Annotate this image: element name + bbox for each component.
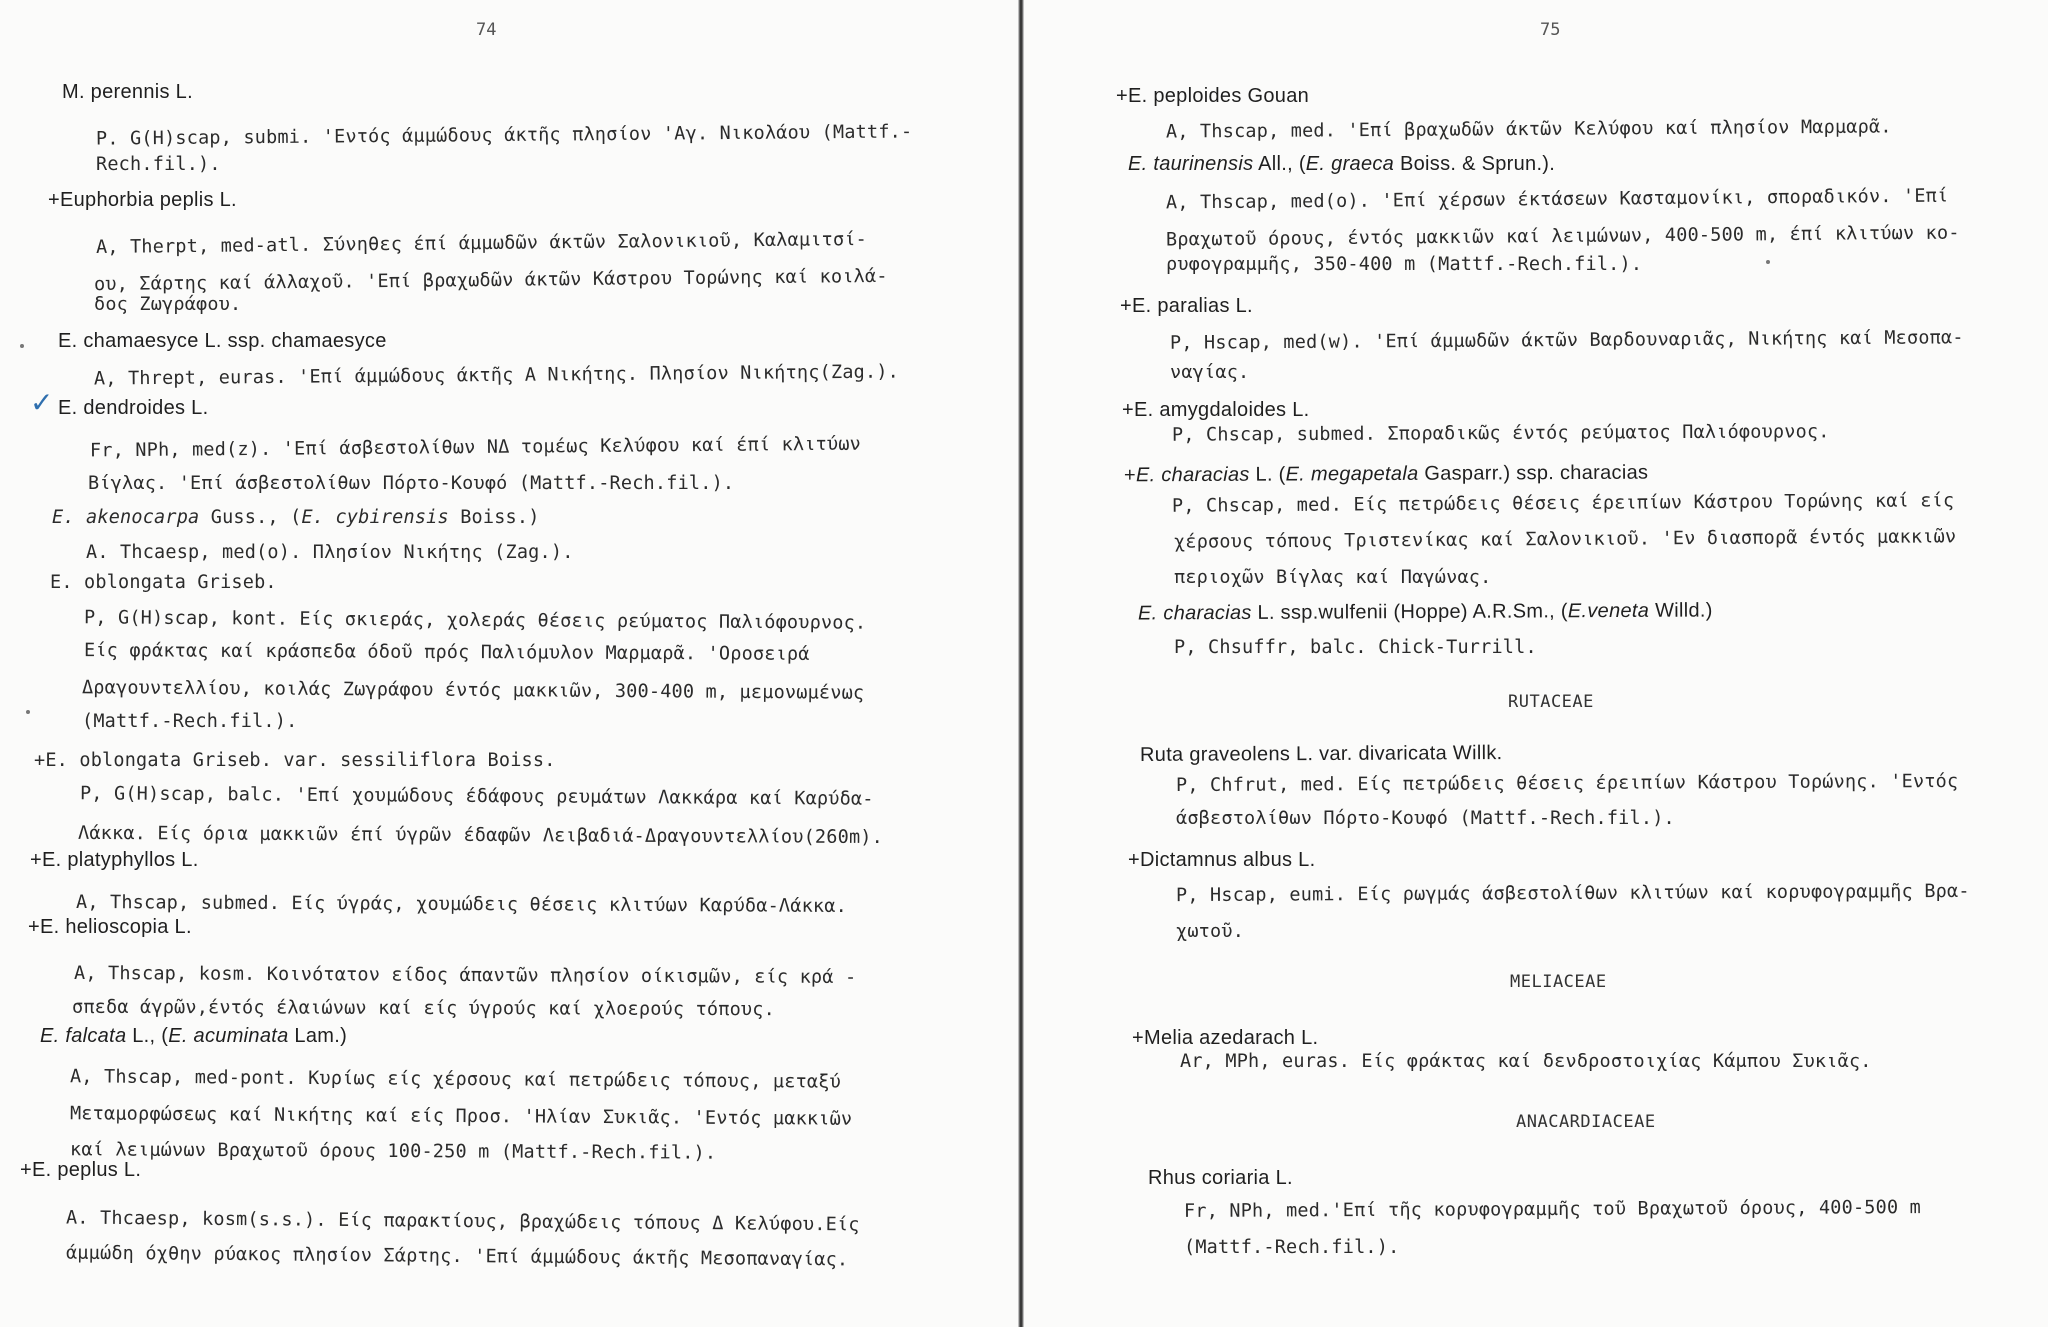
family-heading: MELIACEAE bbox=[1510, 972, 1607, 992]
species-description: σπεδα άγρῶν,έντός έλαιώνων καί είς ύγρούς καί χλοερούς τόπους. bbox=[71, 996, 775, 1021]
species-description: P, G(H)scap, balc. 'Επί χουμώδους έδάφους ρευμάτων Λακκάρα καί Καρύδα- bbox=[79, 783, 874, 810]
species-heading: E. taurinensis All., (E. graeca Boiss. & Sprun.). bbox=[1128, 153, 1556, 175]
species-heading: E. characias L. ssp.wulfenii (Hoppe) A.R.Sm., (E.veneta Willd.) bbox=[1137, 599, 1713, 625]
species-description: ου, Σάρτης καί άλλαχοῦ. 'Επί βραχωδῶν άκτῶν Κάστρου Τορώνης καί κοιλά- bbox=[93, 265, 888, 296]
species-description: (Mattf.-Rech.fil.). bbox=[1184, 1237, 1400, 1258]
species-description: P, Chscap, med. Είς πετρώδεις θέσεις έρειπίων Κάστρου Τορώνης καί είς bbox=[1171, 490, 1955, 517]
species-description: Βραχωτοῦ όρους, έντός μακκιῶν καί λειμώνων, 400-500 m, έπί κλιτύων κο- bbox=[1165, 222, 1960, 251]
species-heading: Ruta graveolens L. var. divaricata Willk. bbox=[1139, 742, 1503, 766]
species-description: χέρσους τόπους Τριστενίκας καί Σαλονικιοῦ. 'Εν διασπορᾶ έντός μακκιῶν bbox=[1173, 526, 1957, 553]
species-description: Ar, MPh, euras. Είς φράκτας καί δενδροστοιχίας Κάμπου Συκιᾶς. bbox=[1180, 1051, 1872, 1072]
species-description: A, Thscap, kosm. Κοινότατον είδος άπαντῶν πλησίον οίκισμῶν, είς κρά - bbox=[73, 962, 857, 989]
species-heading: E. dendroides L. bbox=[58, 397, 209, 419]
species-heading: +E. helioscopia L. bbox=[28, 916, 192, 938]
species-description: A, Thscap, med. 'Επί βραχωδῶν άκτῶν Κελύφου καί πλησίον Μαρμαρᾶ. bbox=[1165, 116, 1892, 143]
family-heading: RUTACEAE bbox=[1508, 692, 1594, 712]
species-heading: +E. peplus L. bbox=[20, 1159, 142, 1181]
species-description: P, Hscap, eumi. Είς ρωγμάς άσβεστολίθων κλιτύων καί κορυφογραμμῆς Βρα- bbox=[1175, 880, 1970, 907]
species-description: χωτοῦ. bbox=[1176, 921, 1245, 942]
species-heading: M. perennis L. bbox=[62, 81, 193, 103]
family-heading: ANACARDIACEAE bbox=[1516, 1112, 1656, 1132]
species-heading: +E. peploides Gouan bbox=[1116, 85, 1310, 107]
species-heading: +Melia azedarach L. bbox=[1132, 1027, 1319, 1049]
species-heading: E. falcata L., (E. acuminata Lam.) bbox=[40, 1025, 348, 1047]
species-description: άμμώδη όχθην ρύακος πλησίον Σάρτης. 'Επί άμμώδους άκτῆς Μεσοπαναγίας. bbox=[65, 1242, 849, 1271]
species-heading: +Euphorbia peplis L. bbox=[48, 189, 237, 211]
species-description: A, Thscap, submed. Είς ύγράς, χουμώδεις θέσεις κλιτύων Καρύδα-Λάκκα. bbox=[75, 891, 848, 918]
species-heading: +E. oblongata Griseb. var. sessiliflora Boiss. bbox=[34, 750, 556, 771]
species-heading: E. chamaesyce L. ssp. chamaesyce bbox=[58, 330, 387, 352]
species-heading: +E. characias L. (E. megapetala Gasparr.) ssp. characias bbox=[1123, 461, 1649, 487]
species-description: Fr, NPh, med.'Επί τῆς κορυφογραμμῆς τοῦ Βραχωτοῦ όρους, 400-500 m bbox=[1183, 1197, 1922, 1222]
species-description: Λάκκα. Είς όρια μακκιῶν έπί ύγρῶν έδαφῶν Λειβαδιά-Δραγουντελλίου(260m). bbox=[77, 822, 884, 849]
species-description: A, Thscap, med(o). 'Επί χέρσων έκτάσεων Κασταμονίκι, σποραδικόν. 'Επί bbox=[1165, 185, 1949, 214]
species-description: (Mattf.-Rech.fil.). bbox=[82, 711, 298, 732]
species-description: περιοχῶν Βίγλας καί Παγώνας. bbox=[1174, 567, 1492, 588]
species-description: A, Thscap, med-pont. Κυρίως είς χέρσους καί πετρώδεις τόπους, μεταξύ bbox=[69, 1066, 842, 1093]
species-description: καί λειμώνων Βραχωτοῦ όρους 100-250 m (Mattf.-Rech.fil.). bbox=[69, 1139, 717, 1164]
page-number: 75 bbox=[1540, 20, 1561, 40]
species-description: A. Thcaesp, med(o). Πλησίον Νικήτης (Zag.). bbox=[86, 542, 574, 563]
species-heading: +E. platyphyllos L. bbox=[30, 849, 199, 871]
species-description: Μεταμορφώσεως καί Νικήτης καί είς Προσ. 'Ηλίαν Συκιᾶς. 'Εντός μακκιῶν bbox=[69, 1103, 853, 1130]
species-description: P, Chscap, submed. Σποραδικῶς έντός ρεύματος Παλιόφουρνος. bbox=[1171, 421, 1830, 446]
species-heading: Rhus coriaria L. bbox=[1148, 1167, 1293, 1189]
species-description: Rech.fil.). bbox=[96, 154, 221, 175]
species-description: P, G(H)scap, kont. Είς σκιεράς, χολεράς θέσεις ρεύματος Παλιόφουρνος. bbox=[83, 607, 867, 634]
species-description: A, Thrept, euras. 'Επί άμμώδους άκτῆς Α Νικήτης. Πλησίον Νικήτης(Zag.). bbox=[93, 361, 900, 390]
species-description: P, Chfrut, med. Είς πετρώδεις θέσεις έρειπίων Κάστρου Τορώνης. 'Εντός bbox=[1175, 770, 1959, 797]
species-description: P. G(H)scap, submi. 'Εντός άμμώδους άκτῆς πλησίον 'Αγ. Νικολάου (Mattf.- bbox=[95, 121, 913, 150]
species-description: A. Thcaesp, kosm(s.s.). Είς παρακτίους, βραχώδεις τόπους Δ Κελύφου.Είς bbox=[65, 1207, 860, 1236]
left-page bbox=[0, 0, 1018, 1327]
species-description: Fr, NPh, med(z). 'Επί άσβεστολίθων ΝΔ τομέως Κελύφου καί έπί κλιτύων bbox=[89, 433, 862, 462]
species-description: Βίγλας. 'Επί άσβεστολίθων Πόρτο-Κουφό (Mattf.-Rech.fil.). bbox=[88, 473, 735, 494]
species-description: Δραγουντελλίου, κοιλάς Ζωγράφου έντός μακκιῶν, 300-400 m, μεμονωμένως bbox=[81, 677, 865, 704]
species-heading: E. oblongata Griseb. bbox=[50, 572, 277, 593]
species-heading: +E. amygdaloides L. bbox=[1122, 399, 1310, 421]
page-number: 74 bbox=[476, 20, 497, 40]
species-description: άσβεστολίθων Πόρτο-Κουφό (Mattf.-Rech.fil.). bbox=[1176, 808, 1675, 829]
species-description: P, Chsuffr, balc. Chick-Turrill. bbox=[1174, 637, 1537, 658]
species-description: ναγίας. bbox=[1170, 362, 1250, 383]
speck bbox=[1766, 260, 1770, 264]
species-heading: E. akenocarpa Guss., (E. cybirensis Boiss.) bbox=[52, 507, 540, 528]
species-heading: +E. paralias L. bbox=[1120, 295, 1253, 317]
speck bbox=[26, 710, 30, 714]
right-page bbox=[1024, 0, 2048, 1327]
species-heading: +Dictamnus albus L. bbox=[1128, 849, 1316, 871]
species-description: ρυφογραμμῆς, 350-400 m (Mattf.-Rech.fil.). bbox=[1166, 254, 1643, 275]
species-description: δος Ζωγράφου. bbox=[94, 294, 242, 315]
check-mark-icon: ✓ bbox=[30, 386, 54, 419]
species-description: A, Therpt, med-atl. Σύνηθες έπί άμμωδῶν άκτῶν Σαλονικιοῦ, Καλαμιτσί- bbox=[95, 228, 868, 259]
species-description: P, Hscap, med(w). 'Επί άμμωδῶν άκτῶν Βαρδουναριᾶς, Νικήτης καί Μεσοπα- bbox=[1169, 327, 1964, 354]
species-description: Είς φράκτας καί κράσπεδα όδοῦ πρός Παλιόμυλον Μαρμαρᾶ. 'Οροσειρά bbox=[83, 640, 810, 665]
speck bbox=[20, 344, 24, 348]
